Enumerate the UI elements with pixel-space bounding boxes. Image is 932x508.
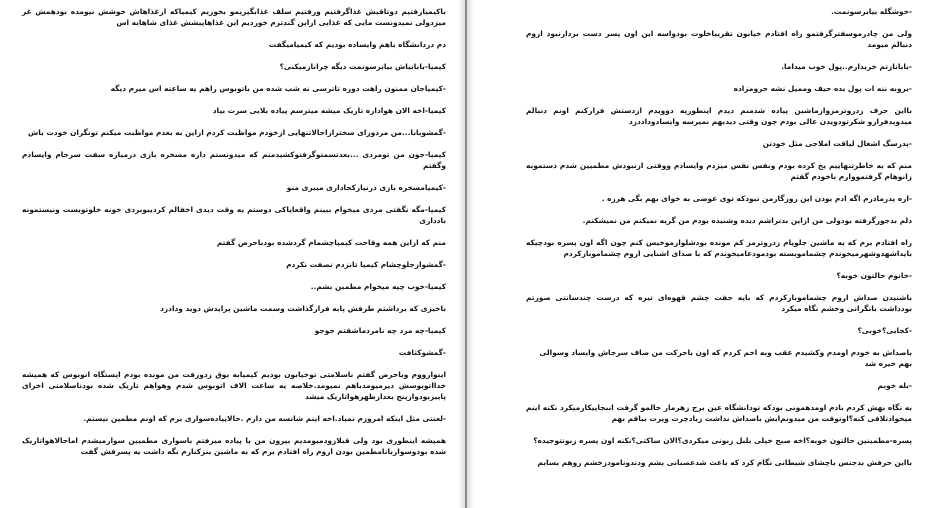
right-paragraph-3: -بابانازتم خریدارم..پول خوب میداما.	[781, 62, 912, 71]
right-paragraph-9: دلم بدجورگرفته بودولی من ازاین بدتراشم دیده وشنیده بودم من گریه نمیکنم من نمیشکنم.	[582, 216, 912, 225]
left-paragraph-12: کیمیا-خوب چیه میخوام مطمین بشم..	[310, 282, 446, 291]
right-paragraph-2: ولی من چادرموسفترگرفتمو راه افتادم خیابون تقریباخلوت بودواسه این اون پسر دست بردارنبود اروم دنبالم میومد	[526, 29, 912, 49]
left-page	[0, 0, 458, 508]
left-paragraph-6: -گمشوبابا...من مردوزای سخترازاحالاتنهایی ازخودم مواظبت کردم ازاین به بعدم مواظبت میکنم تونگران خودت باش	[28, 128, 446, 137]
right-paragraph-18: بااین حرفش بدجنس باچشای شیطانی نگام کرد که باعث شدعصبانی بشم ودندونامودزخشم روهم بسابم	[537, 458, 912, 467]
right-paragraph-15: -بله خوبم	[877, 381, 912, 390]
right-paragraph-12: باشنیدن صداش اروم چشماموبازکردم که بایه جفت چشم قهوه‌ای تیره که درست چندسانتی صورتم بودداشت بانگرانی وخشم نگاه میکرد	[526, 293, 912, 313]
left-paragraph-17: -لعنتی مثل اینکه امروزم نمیاد.اخه اینم شانسه من دارم .حالاپیاده‌سواری برم که اونم مطمین نیستم.	[83, 414, 446, 423]
left-paragraph-4: -کیمیاجان ممنون راهت دوره تاترسی نه شب شده من باتوبوس راهم یه ساعته اس میرم دیگه	[110, 84, 446, 93]
book-gutter-line	[465, 0, 467, 508]
left-paragraph-13: باخیزی که برداشتم طرفش پابه فرارگذاشت وسمت ماشین پرایدش دوید ودادزد	[160, 304, 446, 313]
right-paragraph-5: بااین حرف زدروترمزوازماشین پیاده شدمنم دیدم اینطوریه دوویدم ازدستش فرارکنم اونم دنبالم میدویدفرارو شکرتودویدن عالی بودم چون وقتی دیدبهم نمیرسه وایسادوداددزد	[526, 106, 912, 126]
left-paragraph-14: کیمیا-چه مرد چه نامردماشقتم جوجو	[314, 326, 446, 335]
left-paragraph-1: باکیمیارفتیم دوتاقیش غذاگرفتیم ورفتیم سلف غذابگیریمو بخوریم کیمیاکه ازغذاهاش خوشش نیومده بودهمش غر میزدولی نمیدونست مایی که غذایی ازاین گندترم خوردیم این غذاهاپیشش غذای شاهانه اس	[22, 7, 446, 27]
left-paragraph-8: -کیمیامسخره بازی درنیارکجاداری میبری منو	[286, 183, 446, 192]
right-paragraph-6: -پدرسگ اشغال لیاقت املاجی مثل خودتن	[762, 139, 912, 148]
right-page	[474, 0, 932, 508]
right-paragraph-1: -خوشگله بیابرسونمت.	[831, 7, 912, 16]
left-paragraph-18: همیشه اینطوری بود ولی قبلازودمیومدیم بیرون من با پیاده میرفتم باسواری مطمیین سوارمیشدم اماحالاهواتاریک شده بودوسواربانامطمین بودن اروم راه افتادم برم که به ماشین بنزکنارم نگه داشت یه پسرفش گفت	[22, 436, 446, 456]
right-paragraph-4: -بروبه ننه ات پول بده حیف وممیل نشه حرومزاده	[733, 84, 912, 93]
left-paragraph-2: دم دردانشگاه باهم وایساده بودیم که کیمیامیگفت	[268, 40, 446, 49]
right-paragraph-8: -اره پدرمادرم اگه ادم بودن این روزگارمن نبودکه توی عوضی به خوای بهم بگی هرزه .	[601, 194, 912, 203]
left-paragraph-7: کیمیا-جون من تومردی ...بعدتسمتوگرفتوکشیدمنم که میدونستم داره مسخره بازی درمیاره سفت سرجام وایسادم وگفتم	[22, 150, 446, 170]
left-paragraph-9: کیمیا-مگه نگفتی مردی میخوام ببینم واقعایاکی دوستم یه وقت دیدی اخفالم کردیبوبردی خونه خلوتوبست ونیستمونه بادداری	[22, 205, 446, 225]
right-paragraph-13: -کجایی؟خوبی؟	[857, 326, 912, 335]
left-paragraph-10: منم که ازاین همه وقاحت کیمیاچشمام گردشده بودباحرص گفتم	[216, 238, 446, 247]
right-paragraph-7: منم که به خاطرتنهاییم یخ کرده بودم ونفس نفس میزدم وایسادم ووقتی ازنبودش مطمیین شدم دستموبه زانوهام گرفتمووارم باخودم گفتم	[526, 161, 912, 181]
left-paragraph-15: -گمشوکثافت	[398, 348, 446, 357]
left-paragraph-3: کیمیا-باباتیاش بیابرسونمت دیگه چرانازمیکنی؟	[279, 62, 446, 71]
left-paragraph-5: کیمیا-اخه الان هواداره تاریک میشه میترسم پیاده بلایی سرت بیاد	[212, 106, 446, 115]
left-paragraph-11: -گمشوازجلوچشام کیمیا تانزدم نصفت نکردم	[286, 260, 446, 269]
right-paragraph-11: -خانوم حالتون خوبه؟	[836, 271, 912, 280]
right-paragraph-14: باصداش به خودم اومدم وکشیدم عقب وبه اخم کردم که اون باحرکت من صاف سرجاش وایساد وسوالی بهم خیره شد	[539, 348, 912, 368]
left-paragraph-16: اینوارووم وباحرص گفتم ناسلامتی توخیابون بودیم کیمیابه بوق زدورفت من مونده بودم ایستگاه اتوبوس که همیشه خدااتوبوسش دیرمیومدباهم نمیومد.خلاصه یه ساعت الاف اتوبوس شدم وهواهم تاریک شده بودناسلامتی اخرای پاییزبودوازپنج بعدازظهرهواتاریک میشد	[22, 370, 446, 401]
right-paragraph-17: پسره-مطمینین حالتون خوبه؟اخه صبح خیلی بلبل زبونی میکردی؟الان ساکتی؟نکنه اون پسره زبونتوجیده؟	[533, 436, 912, 445]
right-paragraph-10: راه افتادم برم که به ماشین جلوپام زدروترمز کم مونده بودشلوارموخیس کنم چون اگه اون پسره بودچیکه بایداشهدوشهرمیخوندم چشماموبسته بودمودعامیخوندم که با صدای اشنایی اروم چشماموبازکردم	[526, 238, 912, 258]
right-paragraph-16: به نگاه بهش کردم بادم اومدهمونی بودکه تودانشگاه عین برج زهرمار حالمو گرفت انبجاپیکارمیکرد نکنه اینم میخوادتلافی کنه؟اوتوقت من میدونم‌ایش باصداش نداشت زیادچرت وپرت بباقم بهم	[526, 403, 912, 423]
